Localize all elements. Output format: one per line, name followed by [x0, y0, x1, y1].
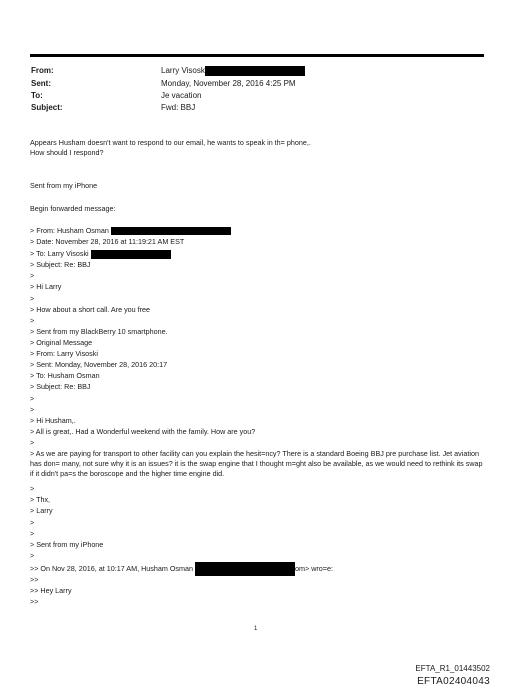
quote-marker: > — [30, 484, 35, 493]
fwd-to-line — [30, 249, 171, 259]
redaction-block — [205, 66, 305, 76]
quote-marker: > — [30, 271, 35, 280]
sent-label: Sent: — [31, 79, 51, 88]
on-nov-text: >> On Nov 28, 2016, at 10:17 AM, Husham Osman — [30, 563, 194, 573]
body-line: > Thx, — [30, 495, 51, 504]
body-line: > To: Husham Osman — [30, 371, 100, 380]
quote-marker: > — [30, 394, 35, 403]
to-value: Je vacation — [161, 91, 202, 100]
begin-forwarded-line: Begin forwarded message: — [30, 204, 116, 213]
fwd-from-text: > From: Husham Osman — [30, 226, 109, 235]
body-line: > Sent from my BlackBerry 10 smartphone. — [30, 327, 168, 336]
body-line: > Hi Larry — [30, 282, 62, 291]
on-nov-line — [30, 562, 333, 576]
quote-marker: >> — [30, 597, 39, 606]
quote-marker: > — [30, 551, 35, 560]
body-line: > All is great,. Had a Wonderful weekend with the family. How are you? — [30, 427, 256, 436]
header-rule — [30, 54, 484, 57]
body-paragraph: > As we are paying for transport to other facility can you explain the hesit=ncy? There is a standard Boeing BBJ pre purchase list. Jet aviation has don= many, not sure why it is an issues? it is the swap engine that I thought m=ght also be available, as we would need to rethink its swap if it didn't pa=s the boroscope and the higher time engine did. — [30, 449, 483, 478]
body-line: > Sent: Monday, November 28, 2016 20:17 — [30, 360, 168, 369]
from-value — [161, 66, 305, 76]
quote-marker: >> — [30, 575, 39, 584]
quote-marker: > — [30, 518, 35, 527]
quote-marker: > — [30, 405, 35, 414]
redaction-block — [91, 250, 171, 259]
from-name: Larry Visosk — [161, 66, 205, 76]
redaction-block — [195, 562, 295, 576]
from-label: From: — [31, 66, 54, 75]
quote-marker: > — [30, 294, 35, 303]
page-number: 1 — [254, 626, 258, 632]
efta-id-small: EFTA_R1_01443502 — [415, 664, 490, 673]
body-line: > From: Larry Visoski — [30, 349, 98, 358]
subject-value: Fwd: BBJ — [161, 103, 196, 112]
redaction-block — [111, 227, 231, 235]
sent-from-line: Sent from my iPhone — [30, 181, 98, 190]
body-line: > Larry — [30, 506, 53, 515]
fwd-date-line: > Date: November 28, 2016 at 11:19:21 AM EST — [30, 237, 185, 246]
body-line: > Hi Husham,. — [30, 416, 76, 425]
quote-marker: > — [30, 316, 35, 325]
efta-id-large: EFTA02404043 — [417, 676, 490, 687]
quote-marker: > — [30, 438, 35, 447]
fwd-subject-line: > Subject: Re: BBJ — [30, 260, 91, 269]
body-line: > Sent from my iPhone — [30, 540, 104, 549]
sent-value: Monday, November 28, 2016 4:25 PM — [161, 79, 296, 88]
body-line: > Original Message — [30, 338, 93, 347]
fwd-from-line — [30, 226, 231, 236]
to-label: To: — [31, 91, 43, 100]
quote-marker: > — [30, 529, 35, 538]
body-line: > How about a short call. Are you free — [30, 305, 151, 314]
body-line: >> Hey Larry — [30, 586, 72, 595]
fwd-to-text: > To: Larry Visoski — [30, 249, 89, 258]
subject-label: Subject: — [31, 103, 63, 112]
on-nov-tail: om> wro=e: — [295, 563, 333, 573]
body-line: Appears Husham doesn't want to respond to our email, he wants to speak in th= phone,. — [30, 138, 311, 147]
body-line: > Subject: Re: BBJ — [30, 382, 91, 391]
body-line: How should I respond? — [30, 148, 104, 157]
